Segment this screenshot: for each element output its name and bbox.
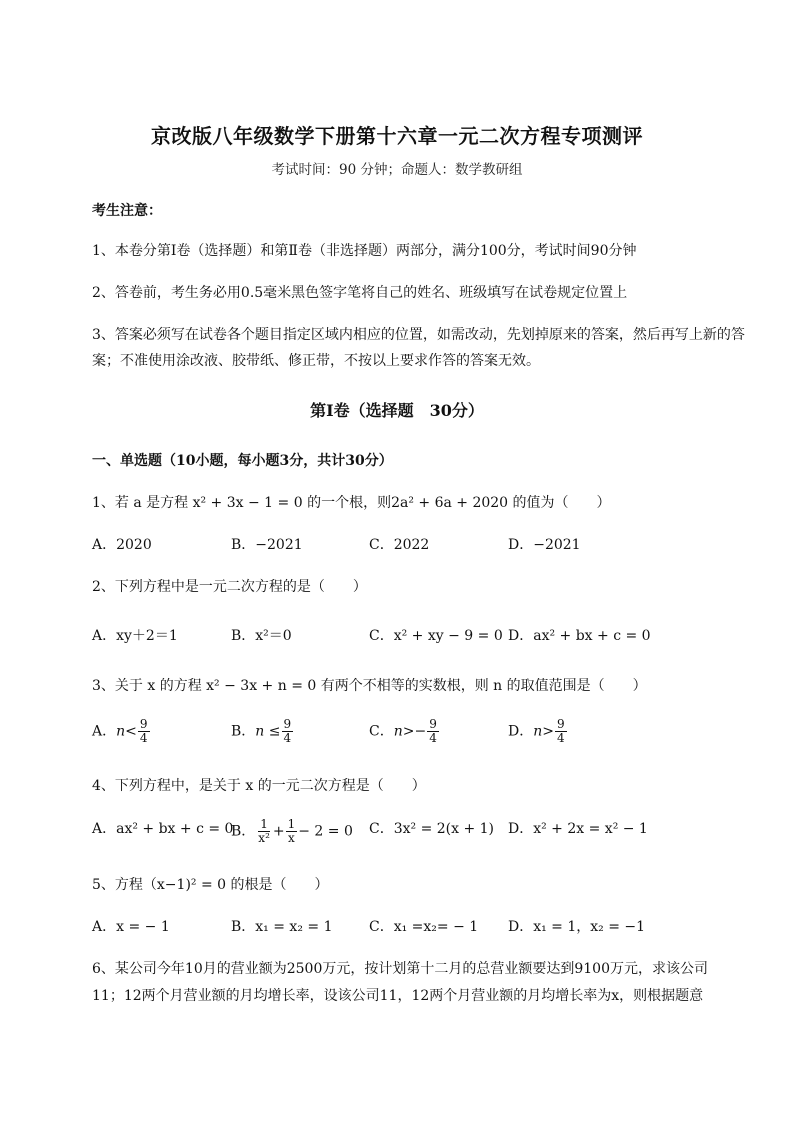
question-3-option-d[interactable] <box>508 718 568 745</box>
fraction <box>286 818 298 845</box>
question-3-option-a[interactable] <box>92 718 151 745</box>
question-4-option-b[interactable] <box>231 818 353 845</box>
option-prefix: C． <box>369 723 394 740</box>
option-lhs: n>− <box>393 723 427 740</box>
fraction-numerator: 9 <box>556 717 565 731</box>
fraction-denominator: 4 <box>429 731 437 745</box>
question-6-stem-line-2: 11；12两个月营业额的月均增长率，设该公司11，12两个月营业额的月均增长率为x，则根据题意 <box>92 988 704 1004</box>
question-4-stem: 4、下列方程中，是关于 x 的一元二次方程是（ ） <box>92 778 426 794</box>
option-lhs: n ≤ <box>255 723 281 740</box>
option-prefix: A． <box>92 723 117 740</box>
question-1-option-c[interactable]: C．2022 <box>369 537 430 553</box>
question-4-option-c[interactable]: C．3x² = 2(x + 1) <box>369 821 495 837</box>
option-prefix: B． <box>231 823 256 840</box>
question-1-option-b[interactable]: B．−2021 <box>231 537 303 553</box>
question-2-stem: 2、下列方程中是一元二次方程的是（ ） <box>92 579 367 595</box>
option-lhs: n> <box>533 723 554 740</box>
question-2-options <box>92 625 752 655</box>
question-5-stem: 5、方程（x−1)² = 0 的根是（ ） <box>92 877 329 893</box>
fraction <box>555 718 567 745</box>
option-tail: − 2 = 0 <box>298 823 353 840</box>
notice-item-3: 3、答案必须写在试卷各个题目指定区域内相应的位置，如需改动，先划掉原来的答案，然后再写上新的答案；不准使用涂改液、胶带纸、修正带，不按以上要求作答的答案无效。 <box>92 327 745 369</box>
question-3-option-b[interactable] <box>231 718 294 745</box>
fraction-denominator: 4 <box>139 731 148 745</box>
fraction <box>427 718 439 745</box>
fraction-denominator: x <box>288 831 295 845</box>
fraction-denominator: 4 <box>283 731 292 745</box>
fraction <box>256 818 272 845</box>
question-3-options <box>92 718 752 756</box>
question-1-option-a[interactable]: A．2020 <box>92 537 152 553</box>
option-prefix: D． <box>508 723 534 740</box>
fraction <box>138 718 150 745</box>
question-4-option-a[interactable]: A．ax² + bx + c = 0 <box>92 821 234 837</box>
question-5-option-b[interactable]: B．x₁ = x₂ = 1 <box>231 919 333 935</box>
fraction-denominator: x² <box>258 831 270 845</box>
notice-heading: 考生注意： <box>92 203 162 219</box>
question-1-stem: 1、若 a 是方程 x² + 3x − 1 = 0 的一个根，则2a² + 6a + 2020 的值为（ ） <box>92 495 611 511</box>
plus-sign: + <box>272 823 285 840</box>
fraction-numerator: 9 <box>283 717 292 731</box>
question-5-options <box>92 916 752 946</box>
part-heading: 一、单选题（10小题，每小题3分，共计30分） <box>92 453 393 469</box>
fraction <box>282 718 294 745</box>
section-title: 第Ⅰ卷（选择题 30分） <box>310 401 484 420</box>
question-4-option-d[interactable]: D．x² + 2x = x² − 1 <box>508 821 648 837</box>
option-prefix: B． <box>231 723 256 740</box>
question-2-option-a[interactable]: A．xy＋2＝1 <box>92 628 178 644</box>
exam-subtitle: 考试时间：90 分钟；命题人：数学教研组 <box>271 162 523 178</box>
question-5-option-c[interactable]: C．x₁ =x₂= − 1 <box>369 919 479 935</box>
fraction-numerator: 9 <box>429 717 437 731</box>
notice-item-2: 2、答卷前，考生务必用0.5毫米黑色签字笔将自己的姓名、班级填写在试卷规定位置上 <box>92 285 628 301</box>
question-4-options <box>92 818 752 856</box>
question-2-option-c[interactable]: C．x² + xy − 9 = 0 <box>369 628 503 644</box>
question-5-option-a[interactable]: A．x = − 1 <box>92 919 170 935</box>
question-2-option-b[interactable]: B．x²＝0 <box>231 628 292 644</box>
notice-item-1: 1、本卷分第Ⅰ卷（选择题）和第Ⅱ卷（非选择题）两部分，满分100分，考试时间90分钟 <box>92 243 637 259</box>
question-1-option-d[interactable]: D．−2021 <box>508 537 581 553</box>
question-6-stem-line-1: 6、某公司今年10月的营业额为2500万元，按计划第十二月的总营业额要达到9100万元，求该公司 <box>92 961 708 977</box>
question-3-stem: 3、关于 x 的方程 x² − 3x + n = 0 有两个不相等的实数根，则 n 的取值范围是（ ） <box>92 678 647 694</box>
question-5-option-d[interactable]: D．x₁ = 1，x₂ = −1 <box>508 919 646 935</box>
fraction-denominator: 4 <box>556 731 565 745</box>
option-lhs: n< <box>116 723 137 740</box>
exam-title: 京改版八年级数学下册第十六章一元二次方程专项测评 <box>151 124 643 148</box>
fraction-numerator: 1 <box>260 817 268 831</box>
fraction-numerator: 9 <box>139 717 148 731</box>
question-2-option-d[interactable]: D．ax² + bx + c = 0 <box>508 628 651 644</box>
fraction-numerator: 1 <box>287 817 296 831</box>
question-3-option-c[interactable] <box>369 718 440 745</box>
question-1-options <box>92 534 752 564</box>
